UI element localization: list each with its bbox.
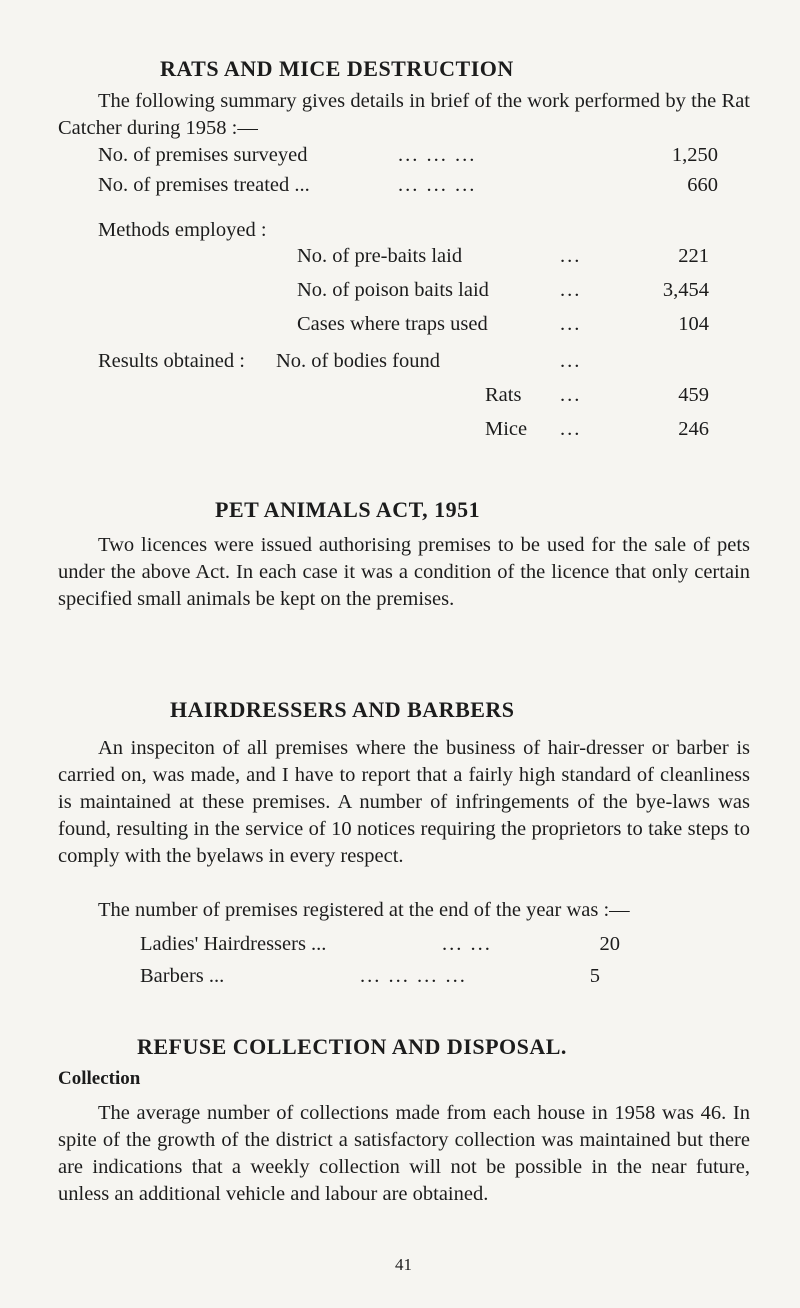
row-leader: ... ... ... [398,174,477,196]
refuse-subheading: Collection [58,1068,141,1089]
rats-intro-text: The following summary gives details in brief of the work performed by the Rat Catcher during 1958 :— [58,90,750,139]
hair-heading: HAIRDRESSERS AND BARBERS [170,697,515,722]
rats-intro [58,88,750,142]
row-leader: ... ... ... [398,144,477,166]
row-leader: ... [560,418,582,440]
row-leader: ... [560,245,582,267]
row-label: Rats [485,384,522,406]
row-label: No. of pre-baits laid [297,245,463,267]
row-value: 5 [589,965,600,987]
row-label: Mice [485,418,528,440]
row-label: Cases where traps used [297,313,488,335]
row-leader: ... ... [442,933,492,955]
row-label: Barbers ... [140,965,225,987]
hair-paragraph [58,735,750,870]
pets-text: Two licences were issued authorising premises to be used for the sale of pets under the above Act. In each case it was a condition of the licence that only certain specified small animals be kept on the premises. [58,534,750,610]
hair-registered-text: The number of premises registered at the end of the year was :— [98,899,630,921]
refuse-text: The average number of collections made from each house in 1958 was 46. In spite of the growth of the district a satisfactory collection was maintained but there are indications that a weekly collection will not be possible in the near future, unless an additional vehicle and labour are obtained. [58,1102,750,1205]
row-value: 104 [678,313,709,335]
hair-row-barbers [140,962,600,990]
row-leader: ... [560,350,582,372]
row-leader: ... [560,384,582,406]
result-row-bodies [276,347,709,375]
summary-row-surveyed [98,141,718,169]
hair-row-ladies [140,930,620,958]
row-leader: ... ... ... ... [360,965,467,987]
row-label: No. of poison baits laid [297,279,489,301]
rats-heading: RATS AND MICE DESTRUCTION [160,56,514,81]
hair-text: An inspeciton of all premises where the business of hair-dresser or barber is carried on, was made, and I have to report that a fairly high standard of cleanliness is maintained at these premises. A number of infringements of the bye-laws was found, resulting in the service of 10 notices requiring the proprietors to take steps to comply with the byelaws in every respect. [58,737,750,867]
row-value: 3,454 [662,279,709,301]
row-value: 1,250 [671,144,718,166]
pets-paragraph [58,532,750,613]
methods-label: Methods employed : [98,219,267,241]
pets-heading: PET ANIMALS ACT, 1951 [215,497,481,522]
row-value: 246 [678,418,709,440]
row-label: Ladies' Hairdressers ... [140,933,327,955]
row-label: No. of bodies found [276,350,440,372]
row-value: 459 [678,384,709,406]
results-label: Results obtained : [98,350,245,372]
row-value: 660 [687,174,718,196]
summary-row-treated [98,171,718,199]
result-row-rats [276,381,709,409]
result-row-mice [276,415,709,443]
row-leader: ... [560,313,582,335]
hair-registered [58,897,758,924]
row-label: No. of premises surveyed [98,144,308,166]
refuse-paragraph [58,1100,750,1208]
page-number: 41 [395,1255,412,1274]
row-value: 221 [678,245,709,267]
method-row-traps [297,310,709,338]
row-leader: ... [560,279,582,301]
refuse-heading: REFUSE COLLECTION AND DISPOSAL. [137,1034,567,1059]
method-row-poison [297,276,709,304]
method-row-prebaits [297,242,709,270]
row-label: No. of premises treated ... [98,174,310,196]
row-value: 20 [599,933,620,955]
